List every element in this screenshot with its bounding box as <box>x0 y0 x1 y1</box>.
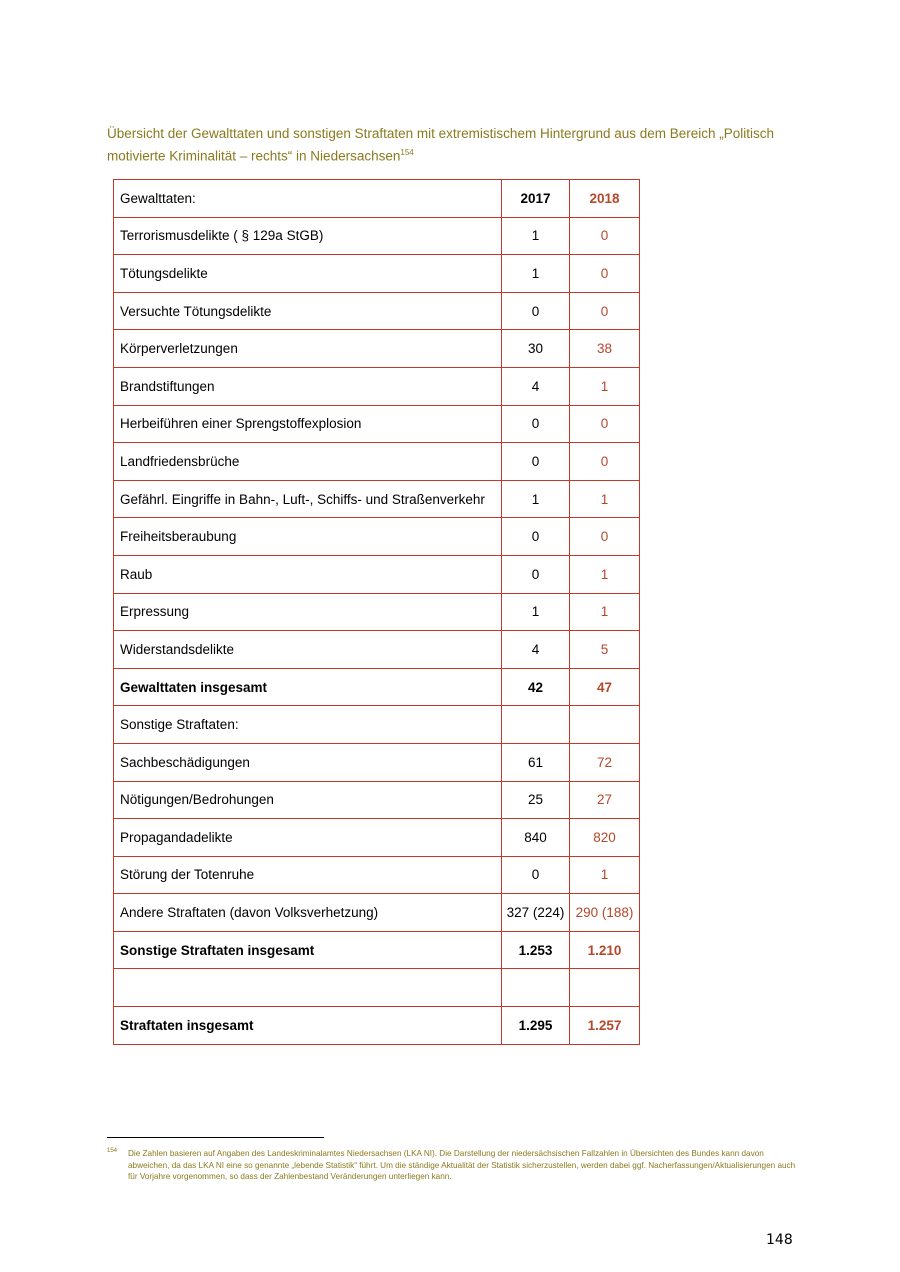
value-2017: 25 <box>502 781 570 819</box>
table-row <box>114 931 640 969</box>
value-2018: 0 <box>570 292 640 330</box>
header-label: Gewalttaten: <box>114 180 502 218</box>
row-label: Straftaten insgesamt <box>114 1007 502 1045</box>
table-row <box>114 781 640 819</box>
table-row <box>114 255 640 293</box>
value-2017: 4 <box>502 631 570 669</box>
value-2018: 0 <box>570 405 640 443</box>
table-row <box>114 292 640 330</box>
value-2017: 1 <box>502 217 570 255</box>
table-row <box>114 743 640 781</box>
table-caption <box>107 124 807 166</box>
value-2018: 47 <box>570 668 640 706</box>
value-2018: 1 <box>570 367 640 405</box>
header-2018: 2018 <box>570 180 640 218</box>
row-label: Brandstiftungen <box>114 367 502 405</box>
row-label: Widerstandsdelikte <box>114 631 502 669</box>
footnote <box>107 1148 797 1183</box>
value-2018: 27 <box>570 781 640 819</box>
value-2017: 4 <box>502 367 570 405</box>
value-2017: 1 <box>502 593 570 631</box>
table-row <box>114 706 640 744</box>
table-row <box>114 555 640 593</box>
row-label: Nötigungen/Bedrohungen <box>114 781 502 819</box>
row-label: Raub <box>114 555 502 593</box>
value-2017: 61 <box>502 743 570 781</box>
value-2017 <box>502 706 570 744</box>
table-row <box>114 443 640 481</box>
row-label: Freiheitsberaubung <box>114 518 502 556</box>
value-2018: 1 <box>570 555 640 593</box>
table-header-row <box>114 180 640 218</box>
table-row <box>114 668 640 706</box>
value-2017: 42 <box>502 668 570 706</box>
row-label: Terrorismusdelikte ( § 129a StGB) <box>114 217 502 255</box>
row-label: Versuchte Tötungsdelikte <box>114 292 502 330</box>
row-label: Störung der Totenruhe <box>114 856 502 894</box>
footnote-separator <box>107 1137 324 1138</box>
value-2018: 0 <box>570 217 640 255</box>
row-label: Sonstige Straftaten: <box>114 706 502 744</box>
table-row <box>114 217 640 255</box>
value-2018: 1 <box>570 856 640 894</box>
value-2018: 1.210 <box>570 931 640 969</box>
row-label: Propagandadelikte <box>114 819 502 857</box>
row-label <box>114 969 502 1007</box>
value-2018 <box>570 706 640 744</box>
table-row <box>114 631 640 669</box>
table-row <box>114 969 640 1007</box>
row-label: Erpressung <box>114 593 502 631</box>
value-2018: 820 <box>570 819 640 857</box>
row-label: Landfriedensbrüche <box>114 443 502 481</box>
crime-statistics-table <box>113 179 640 1045</box>
value-2017: 0 <box>502 405 570 443</box>
value-2017: 1.295 <box>502 1007 570 1045</box>
value-2017: 1 <box>502 480 570 518</box>
footnote-number: 154 <box>107 1148 118 1154</box>
value-2018: 72 <box>570 743 640 781</box>
value-2017: 30 <box>502 330 570 368</box>
row-label: Sonstige Straftaten insgesamt <box>114 931 502 969</box>
value-2018: 0 <box>570 518 640 556</box>
row-label: Gefährl. Eingriffe in Bahn-, Luft-, Schiffs- und Straßenverkehr <box>114 480 502 518</box>
table-row <box>114 518 640 556</box>
table-row <box>114 367 640 405</box>
table-row <box>114 1007 640 1045</box>
row-label: Herbeiführen einer Sprengstoffexplosion <box>114 405 502 443</box>
table-row <box>114 856 640 894</box>
value-2018: 1.257 <box>570 1007 640 1045</box>
page-number: 148 <box>766 1232 793 1248</box>
value-2018: 1 <box>570 480 640 518</box>
value-2017: 0 <box>502 292 570 330</box>
row-label: Sachbeschädigungen <box>114 743 502 781</box>
value-2018: 0 <box>570 255 640 293</box>
value-2017: 0 <box>502 856 570 894</box>
table-row <box>114 330 640 368</box>
value-2018: 290 (188) <box>570 894 640 932</box>
value-2017: 0 <box>502 518 570 556</box>
value-2017: 327 (224) <box>502 894 570 932</box>
table-row <box>114 480 640 518</box>
row-label: Körperverletzungen <box>114 330 502 368</box>
footnote-ref: 154 <box>400 148 414 157</box>
row-label: Tötungsdelikte <box>114 255 502 293</box>
value-2018: 1 <box>570 593 640 631</box>
value-2018 <box>570 969 640 1007</box>
table-row <box>114 405 640 443</box>
table-row <box>114 894 640 932</box>
row-label: Gewalttaten insgesamt <box>114 668 502 706</box>
value-2017: 0 <box>502 443 570 481</box>
value-2017: 0 <box>502 555 570 593</box>
table-row <box>114 593 640 631</box>
value-2018: 38 <box>570 330 640 368</box>
value-2017: 1.253 <box>502 931 570 969</box>
table-row <box>114 819 640 857</box>
caption-text: Übersicht der Gewalttaten und sonstigen Straftaten mit extremistischem Hintergrund aus dem Bereich „Politisch motivierte Kriminalität – rechts“ in Niedersachsen <box>107 126 775 164</box>
value-2018: 0 <box>570 443 640 481</box>
header-2017: 2017 <box>502 180 570 218</box>
footnote-text: Die Zahlen basieren auf Angaben des Landeskriminalamtes Niedersachsen (LKA NI). Die Darstellung der niedersächsischen Fallzahlen in Übersichten des Bundes kann davon abweichen, da das LKA NI eine so genannte „lebende Statistik“ führt. Um die ständige Aktualität der Statistik sicherzustellen, werden dabei ggf. Nacherfassungen/Aktualisierungen auch für Vorjahre vorgenommen, so dass der Zahlenbestand Veränderungen unterliegen kann. <box>128 1149 796 1181</box>
value-2017: 840 <box>502 819 570 857</box>
value-2018: 5 <box>570 631 640 669</box>
row-label: Andere Straftaten (davon Volksverhetzung) <box>114 894 502 932</box>
value-2017: 1 <box>502 255 570 293</box>
value-2017 <box>502 969 570 1007</box>
